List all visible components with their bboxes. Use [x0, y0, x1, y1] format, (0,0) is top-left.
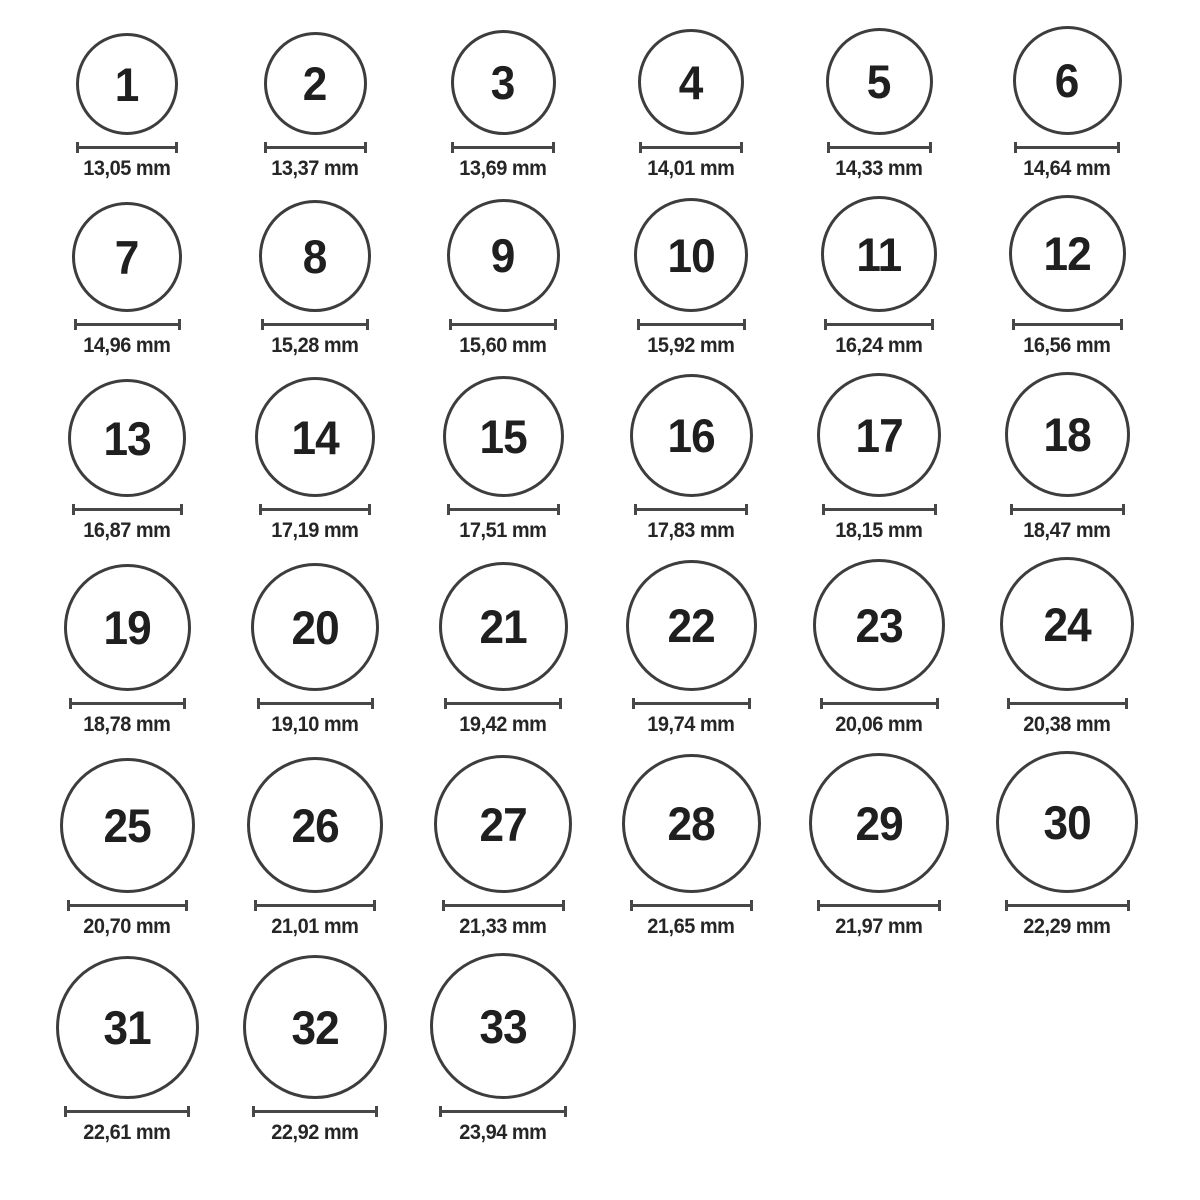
ring-size-number: 15 — [479, 410, 527, 463]
ring-size-item — [1000, 557, 1134, 737]
ring-size-item — [247, 757, 383, 939]
measure-bar — [830, 146, 929, 149]
ring-size-item — [996, 751, 1138, 939]
diameter-measure-line — [1005, 900, 1130, 911]
diameter-label: 19,10 mm — [271, 713, 359, 736]
diameter-label: 21,01 mm — [271, 915, 359, 938]
measure-bar — [827, 323, 931, 326]
diameter-measure-line — [824, 319, 934, 330]
diameter-label: 19,74 mm — [647, 713, 735, 736]
ring-circle — [634, 198, 748, 312]
measure-tick-right — [557, 504, 560, 515]
measure-bar — [77, 323, 178, 326]
ring-size-item — [64, 564, 191, 737]
measure-bar — [637, 508, 745, 511]
measure-tick-right — [750, 900, 753, 911]
measure-tick-right — [373, 900, 376, 911]
measure-bar — [1010, 702, 1125, 705]
measure-tick-right — [366, 319, 369, 330]
measure-tick-right — [554, 319, 557, 330]
diameter-label: 21,65 mm — [647, 915, 735, 938]
diameter-label: 23,94 mm — [459, 1121, 547, 1144]
ring-size-item — [1013, 26, 1122, 181]
ring-circle — [626, 560, 757, 691]
measure-tick-right — [938, 900, 941, 911]
ring-circle — [1000, 557, 1134, 691]
diameter-label: 15,92 mm — [647, 334, 735, 357]
ring-circle — [630, 374, 753, 497]
ring-size-item — [809, 753, 949, 939]
ring-size-item — [76, 33, 178, 181]
diameter-measure-line — [252, 1106, 378, 1117]
ring-circle — [251, 563, 379, 691]
ring-circle — [817, 373, 941, 497]
measure-bar — [442, 1110, 564, 1113]
diameter-label: 20,06 mm — [835, 713, 923, 736]
diameter-measure-line — [827, 142, 932, 153]
ring-size-item — [626, 560, 757, 737]
diameter-label: 15,28 mm — [271, 334, 359, 357]
diameter-measure-line — [639, 142, 743, 153]
measure-tick-right — [185, 900, 188, 911]
diameter-measure-line — [634, 504, 748, 515]
ring-size-item — [630, 374, 753, 543]
diameter-label: 21,97 mm — [835, 915, 923, 938]
diameter-label: 13,69 mm — [459, 157, 547, 180]
diameter-measure-line — [76, 142, 178, 153]
ring-circle — [622, 754, 761, 893]
ring-circle — [638, 29, 744, 135]
ring-size-item — [1005, 372, 1130, 543]
ring-size-number: 6 — [1055, 54, 1079, 107]
ring-circle — [76, 33, 178, 135]
diameter-label: 17,19 mm — [271, 519, 359, 542]
diameter-label: 17,51 mm — [459, 519, 547, 542]
ring-size-number: 1 — [115, 57, 139, 111]
ring-size-item — [259, 200, 371, 358]
diameter-measure-line — [449, 319, 557, 330]
measure-tick-right — [1117, 142, 1120, 153]
measure-bar — [1017, 146, 1117, 149]
diameter-measure-line — [1007, 698, 1128, 709]
measure-tick-right — [371, 698, 374, 709]
ring-circle — [247, 757, 383, 893]
ring-circle — [809, 753, 949, 893]
ring-circle — [56, 956, 199, 1099]
ring-circle — [264, 32, 367, 135]
ring-size-item — [826, 28, 933, 181]
ring-size-item — [434, 755, 572, 939]
ring-circle — [821, 196, 937, 312]
diameter-measure-line — [257, 698, 374, 709]
diameter-measure-line — [637, 319, 746, 330]
diameter-label: 22,61 mm — [83, 1121, 171, 1144]
measure-bar — [820, 904, 938, 907]
diameter-label: 22,29 mm — [1023, 915, 1111, 938]
diameter-measure-line — [442, 900, 565, 911]
measure-tick-right — [743, 319, 746, 330]
ring-circle — [439, 562, 568, 691]
measure-tick-right — [931, 319, 934, 330]
ring-circle — [1009, 195, 1126, 312]
diameter-label: 16,24 mm — [835, 334, 923, 357]
measure-bar — [452, 323, 554, 326]
measure-tick-right — [375, 1106, 378, 1117]
diameter-measure-line — [254, 900, 376, 911]
ring-size-number: 10 — [667, 228, 715, 282]
diameter-measure-line — [261, 319, 369, 330]
ring-size-item — [243, 955, 387, 1145]
diameter-label: 21,33 mm — [459, 915, 547, 938]
measure-bar — [454, 146, 552, 149]
ring-size-item — [817, 373, 941, 543]
ring-size-item — [56, 956, 199, 1145]
ring-size-item — [264, 32, 367, 181]
ring-circle — [443, 376, 564, 497]
measure-bar — [1015, 323, 1120, 326]
measure-tick-right — [187, 1106, 190, 1117]
diameter-label: 20,70 mm — [83, 915, 171, 938]
ring-size-item — [638, 29, 744, 181]
diameter-label: 13,37 mm — [271, 157, 359, 180]
measure-tick-right — [368, 504, 371, 515]
ring-circle — [826, 28, 933, 135]
ring-size-number: 13 — [103, 411, 151, 465]
diameter-label: 18,47 mm — [1023, 519, 1111, 542]
measure-bar — [70, 904, 185, 907]
diameter-label: 14,96 mm — [83, 334, 171, 357]
measure-tick-right — [178, 319, 181, 330]
diameter-measure-line — [72, 504, 183, 515]
measure-bar — [633, 904, 750, 907]
measure-bar — [255, 1110, 375, 1113]
ring-size-number: 18 — [1043, 408, 1091, 461]
diameter-label: 13,05 mm — [83, 157, 171, 180]
measure-tick-right — [552, 142, 555, 153]
ring-size-number: 30 — [1043, 795, 1091, 849]
ring-size-item — [72, 202, 182, 358]
ring-size-number: 3 — [491, 56, 515, 109]
ring-size-number: 23 — [855, 598, 903, 652]
ring-size-item — [622, 754, 761, 939]
diameter-measure-line — [630, 900, 753, 911]
measure-tick-right — [748, 698, 751, 709]
ring-size-item — [821, 196, 937, 358]
diameter-label: 18,15 mm — [835, 519, 923, 542]
ring-size-number: 33 — [479, 999, 527, 1053]
measure-tick-right — [929, 142, 932, 153]
ring-circle — [255, 377, 375, 497]
ring-size-number: 4 — [679, 55, 703, 109]
ring-size-number: 5 — [867, 55, 891, 108]
ring-size-item — [443, 376, 564, 543]
ring-circle — [434, 755, 572, 893]
diameter-measure-line — [447, 504, 560, 515]
diameter-measure-line — [1012, 319, 1123, 330]
measure-bar — [640, 323, 743, 326]
ring-size-number: 26 — [291, 798, 339, 852]
ring-size-number: 12 — [1043, 227, 1091, 280]
diameter-measure-line — [1010, 504, 1125, 515]
measure-bar — [72, 702, 183, 705]
ring-circle — [259, 200, 371, 312]
diameter-label: 16,56 mm — [1023, 334, 1111, 357]
measure-bar — [260, 702, 371, 705]
ring-size-number: 29 — [855, 796, 903, 850]
ring-circle — [1005, 372, 1130, 497]
measure-bar — [264, 323, 366, 326]
ring-circle — [60, 758, 195, 893]
diameter-label: 22,92 mm — [271, 1121, 359, 1144]
ring-size-number: 25 — [103, 799, 151, 852]
measure-tick-right — [564, 1106, 567, 1117]
measure-bar — [75, 508, 180, 511]
ring-size-item — [1009, 195, 1126, 358]
diameter-measure-line — [74, 319, 181, 330]
ring-size-item — [60, 758, 195, 939]
ring-circle — [451, 30, 556, 135]
ring-size-number: 17 — [855, 408, 903, 462]
diameter-measure-line — [259, 504, 371, 515]
measure-bar — [823, 702, 936, 705]
ring-size-item — [451, 30, 556, 181]
ring-circle — [64, 564, 191, 691]
ring-circle — [243, 955, 387, 1099]
ring-circle — [72, 202, 182, 312]
measure-tick-right — [180, 504, 183, 515]
ring-size-number: 9 — [491, 229, 515, 282]
ring-size-number: 32 — [291, 1000, 339, 1054]
measure-bar — [262, 508, 368, 511]
measure-bar — [257, 904, 373, 907]
ring-circle — [996, 751, 1138, 893]
diameter-measure-line — [820, 698, 939, 709]
diameter-measure-line — [822, 504, 937, 515]
diameter-label: 14,01 mm — [647, 157, 735, 180]
diameter-label: 17,83 mm — [647, 519, 735, 542]
diameter-measure-line — [1014, 142, 1120, 153]
measure-bar — [67, 1110, 187, 1113]
measure-tick-right — [745, 504, 748, 515]
diameter-measure-line — [451, 142, 555, 153]
ring-size-number: 31 — [103, 1001, 151, 1054]
measure-bar — [447, 702, 559, 705]
ring-circle — [68, 379, 186, 497]
ring-size-item — [439, 562, 568, 737]
ring-size-number: 8 — [303, 229, 327, 283]
ring-size-number: 20 — [291, 600, 339, 654]
measure-bar — [635, 702, 748, 705]
ring-size-number: 24 — [1043, 597, 1091, 651]
measure-bar — [825, 508, 934, 511]
diameter-measure-line — [817, 900, 941, 911]
diameter-label: 16,87 mm — [83, 519, 171, 542]
measure-bar — [445, 904, 562, 907]
diameter-label: 18,78 mm — [83, 713, 171, 736]
ring-size-item — [634, 198, 748, 358]
measure-bar — [79, 146, 175, 149]
diameter-measure-line — [264, 142, 367, 153]
ring-circle — [430, 953, 576, 1099]
measure-bar — [1013, 508, 1122, 511]
diameter-measure-line — [444, 698, 562, 709]
measure-tick-right — [1120, 319, 1123, 330]
ring-size-item — [68, 379, 186, 543]
ring-circle — [1013, 26, 1122, 135]
ring-size-item — [255, 377, 375, 543]
diameter-measure-line — [439, 1106, 567, 1117]
measure-bar — [642, 146, 740, 149]
diameter-label: 15,60 mm — [459, 334, 547, 357]
ring-size-item — [430, 953, 576, 1145]
ring-size-number: 21 — [479, 600, 527, 653]
ring-size-item — [447, 199, 560, 358]
measure-tick-right — [562, 900, 565, 911]
diameter-measure-line — [64, 1106, 190, 1117]
measure-tick-right — [1127, 900, 1130, 911]
diameter-label: 20,38 mm — [1023, 713, 1111, 736]
ring-size-number: 27 — [479, 797, 527, 851]
ring-size-number: 19 — [103, 601, 151, 654]
ring-circle — [813, 559, 945, 691]
measure-bar — [450, 508, 557, 511]
ring-size-item — [251, 563, 379, 737]
measure-tick-right — [1122, 504, 1125, 515]
measure-bar — [267, 146, 364, 149]
diameter-label: 14,64 mm — [1023, 157, 1111, 180]
ring-size-number: 16 — [667, 409, 715, 462]
measure-tick-right — [364, 142, 367, 153]
measure-tick-right — [1125, 698, 1128, 709]
ring-size-number: 14 — [291, 410, 339, 464]
ring-size-number: 22 — [667, 599, 715, 652]
diameter-label: 14,33 mm — [835, 157, 923, 180]
measure-tick-right — [175, 142, 178, 153]
ring-size-number: 28 — [667, 797, 715, 850]
measure-bar — [1008, 904, 1127, 907]
ring-circle — [447, 199, 560, 312]
diameter-measure-line — [67, 900, 188, 911]
ring-size-number: 11 — [856, 227, 902, 281]
diameter-measure-line — [632, 698, 751, 709]
ring-size-number: 7 — [115, 230, 139, 284]
measure-tick-right — [740, 142, 743, 153]
measure-tick-right — [559, 698, 562, 709]
measure-tick-right — [936, 698, 939, 709]
diameter-label: 19,42 mm — [459, 713, 547, 736]
ring-size-number: 2 — [303, 57, 327, 110]
diameter-measure-line — [69, 698, 186, 709]
ring-size-item — [813, 559, 945, 737]
measure-tick-right — [183, 698, 186, 709]
measure-tick-right — [934, 504, 937, 515]
